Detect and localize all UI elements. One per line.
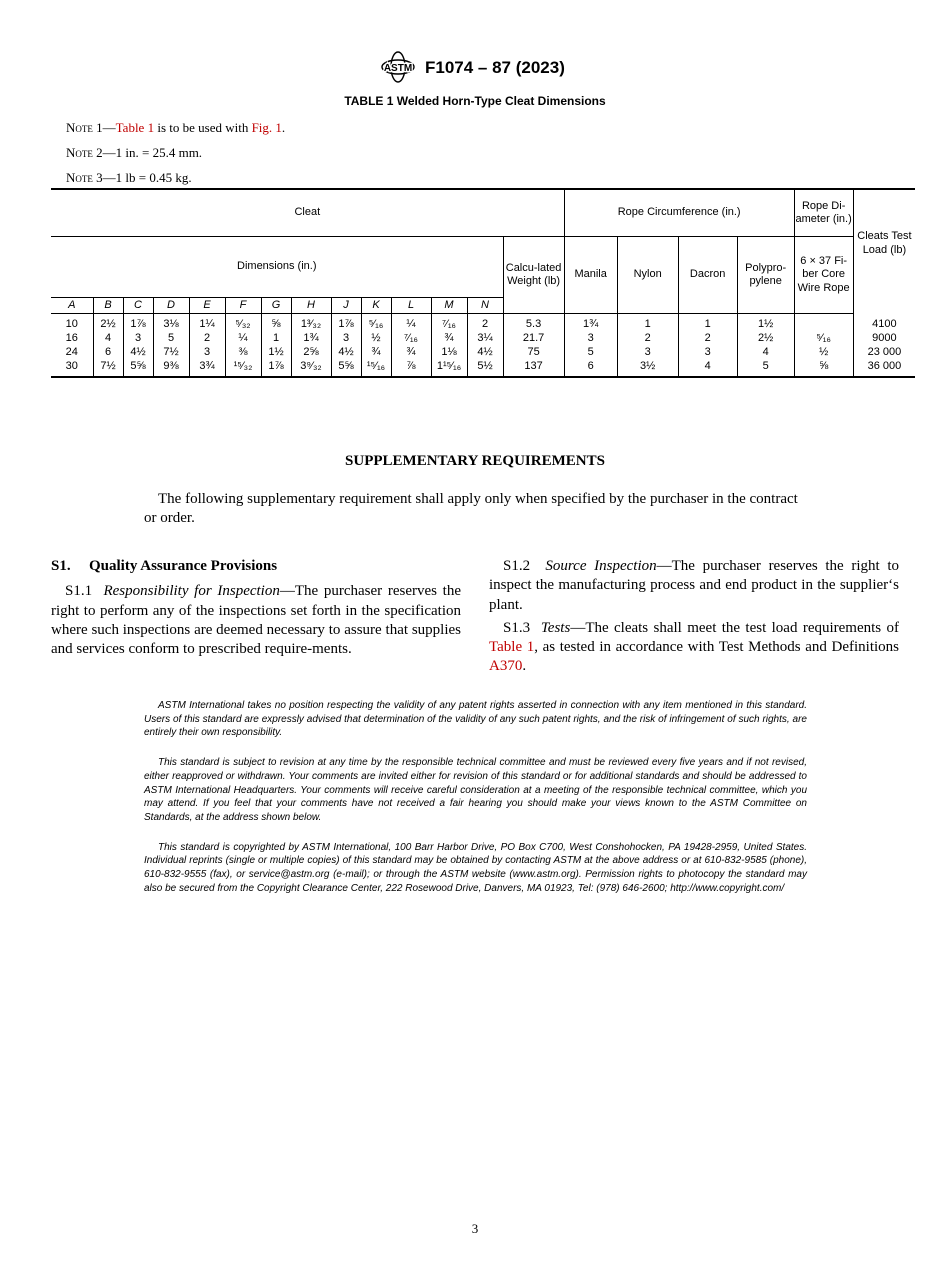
svg-text:ASTM: ASTM — [383, 63, 413, 74]
page-number: 3 — [471, 1221, 479, 1236]
table-row — [51, 345, 915, 359]
table-cell: 5 — [153, 331, 189, 345]
table-cell: 4 — [93, 331, 123, 345]
col-header-f: F — [225, 298, 261, 314]
standard-designation: F1074 – 87 (2023) — [425, 58, 565, 77]
table-cell: 5 — [737, 359, 794, 377]
paragraph-s1-2: S1.2 Source Inspection—The purchaser reserves the right to inspect the manufacturing process and end product in the supplier‘s plant. — [489, 558, 899, 613]
table-cell: ⅝ — [261, 314, 291, 332]
table-cell: ⁵⁄₁₆ — [794, 331, 853, 345]
col-header-c: C — [123, 298, 153, 314]
col-header-m: M — [431, 298, 467, 314]
table-cell: ½ — [361, 331, 391, 345]
table-cell: 3 — [189, 345, 225, 359]
table-cell: 4½ — [467, 345, 503, 359]
table-cell: 2 — [189, 331, 225, 345]
col-header-h: H — [291, 298, 331, 314]
table-cell: 2 — [678, 331, 737, 345]
dacron-header: Dacron — [678, 237, 737, 314]
table-cell: 4 — [678, 359, 737, 377]
table-cell: ¾ — [391, 345, 431, 359]
table-cell: ⁷⁄₁₆ — [391, 331, 431, 345]
table-cell: ¼ — [225, 331, 261, 345]
table-cell: 1³⁄₃₂ — [291, 314, 331, 332]
note-2: Note 2—1 in. = 25.4 mm. — [66, 145, 203, 160]
table-cell: 6 — [564, 359, 617, 377]
col-header-d: D — [153, 298, 189, 314]
table-cell: 4 — [737, 345, 794, 359]
table-cell: 1⅛ — [431, 345, 467, 359]
table-cell: ¹⁵⁄₁₆ — [361, 359, 391, 377]
table-cell: 5½ — [467, 359, 503, 377]
table-1-link[interactable]: Table 1 — [489, 639, 535, 656]
table-cell: 5.3 — [503, 314, 564, 332]
table-cell: 3⁹⁄₃₂ — [291, 359, 331, 377]
table-cell: 7½ — [153, 345, 189, 359]
note-1: Note 1—Table 1 is to be used with Fig. 1. — [66, 120, 286, 135]
supplementary-requirements-title: SUPPLEMENTARY REQUIREMENTS — [345, 453, 605, 469]
table-cell: 10 — [51, 314, 93, 332]
polypropylene-header: Polypro-pylene — [737, 237, 794, 314]
table-cell: 7½ — [93, 359, 123, 377]
cleat-header: Cleat — [51, 189, 564, 237]
table-row — [51, 331, 915, 345]
supplementary-intro: The following supplementary requirement shall apply only when specified by the purchaser in the contract or order. — [144, 491, 798, 526]
table-cell: 2 — [617, 331, 678, 345]
table-cell: ¾ — [431, 331, 467, 345]
cleats-test-load-header: Cleats Test Load (lb) — [853, 189, 915, 298]
table-cell: 3 — [331, 331, 361, 345]
table-cell: ⅜ — [225, 345, 261, 359]
table-cell: 3 — [678, 345, 737, 359]
table-cell: 1¾ — [564, 314, 617, 332]
table-cell: ⅝ — [794, 359, 853, 377]
dimensions-header: Dimensions (in.) — [51, 237, 503, 298]
col-header-e: E — [189, 298, 225, 314]
table-cell: 3 — [564, 331, 617, 345]
nylon-header: Nylon — [617, 237, 678, 314]
table-cell: ¹⁵⁄₃₂ — [225, 359, 261, 377]
table-cell: 24 — [51, 345, 93, 359]
paragraph-s1-3: S1.3 Tests—The cleats shall meet the test load requirements of Table 1, as tested in accordance with Test Methods and Definitions A370. — [489, 619, 900, 675]
table-cell: 3 — [123, 331, 153, 345]
table-cell: 30 — [51, 359, 93, 377]
col-header-k: K — [361, 298, 391, 314]
col-header-g: G — [261, 298, 291, 314]
table-cell: 4½ — [331, 345, 361, 359]
table-cell: 5⅝ — [331, 359, 361, 377]
table-cell: 1½ — [261, 345, 291, 359]
table-cell: 4100 — [872, 317, 897, 330]
page-header — [0, 50, 950, 86]
col-header-b: B — [93, 298, 123, 314]
calculated-weight-header: Calcu-lated Weight (lb) — [503, 237, 564, 314]
table-cell: 3¼ — [467, 331, 503, 345]
table-cell: 21.7 — [503, 331, 564, 345]
table-cell: ½ — [794, 345, 853, 359]
table-cell: 1⅞ — [261, 359, 291, 377]
paragraph-s1-1: S1.1 Responsibility for Inspection—The purchaser reserves the right to perform any of the inspections set forth in the specification where such inspections are deemed necessary to assure that supplies and services conform to prescribed require-ments. — [51, 583, 461, 658]
table-cell: 16 — [51, 331, 93, 345]
table-cell: 23 000 — [867, 346, 902, 358]
table-cell: 9⅜ — [153, 359, 189, 377]
table-cell: 5⅝ — [123, 359, 153, 377]
table-cell: 1¹⁵⁄₁₆ — [431, 359, 467, 377]
table-cell: 3 — [617, 345, 678, 359]
table-cell: 6 — [93, 345, 123, 359]
table-cell: 1 — [261, 331, 291, 345]
table-cell: 36 000 — [853, 359, 915, 377]
table-cell: 3¾ — [189, 359, 225, 377]
revision-disclaimer: This standard is subject to revision at any time by the responsible technical committee and must be reviewed every five years and if not revised, either reapproved or withdrawn. Your comments are invited either for revision of this standard or for additional standards and should be addressed to ASTM International Headquarters. Your comments will receive careful consideration at a meeting of the responsible technical committee, which you may attend. If you feel that your comments have not received a fair hearing you should make your views known to the ASTM Committee on Standards, at the address shown below. — [144, 757, 807, 823]
table-cell: 9000 — [872, 332, 897, 344]
note-3: Note 3—1 lb = 0.45 kg. — [66, 170, 192, 185]
rope-circumference-header: Rope Circumference (in.) — [564, 189, 794, 237]
table-row — [51, 314, 915, 332]
table-cell: 1⅞ — [123, 314, 153, 332]
section-heading: S1. Quality Assurance Provisions — [51, 558, 278, 574]
col-header-l: L — [391, 298, 431, 314]
table-cell: 1¾ — [291, 331, 331, 345]
astm-disclaimers — [144, 699, 807, 911]
table-cell: ¾ — [361, 345, 391, 359]
fig-1-link[interactable]: Fig. 1 — [251, 120, 282, 135]
col-header-n: N — [467, 298, 503, 314]
table-cell: ⁷⁄₁₆ — [431, 314, 467, 332]
table-cell: 4½ — [123, 345, 153, 359]
wire-rope-header: 6 × 37 Fi-ber Core Wire Rope — [794, 237, 853, 314]
table-cell: 3½ — [617, 359, 678, 377]
table-cell: 2½ — [93, 314, 123, 332]
table-cell: ⁵⁄₃₂ — [225, 314, 261, 332]
col-header-a: A — [51, 298, 93, 314]
table-cell: 137 — [503, 359, 564, 377]
table-cell: 2⅝ — [291, 345, 331, 359]
table-cell: 2 — [467, 314, 503, 332]
table-cell: 1 — [678, 314, 737, 332]
table-cell: ¼ — [391, 314, 431, 332]
table-cell: 1¼ — [189, 314, 225, 332]
col-header-j: J — [331, 298, 361, 314]
table-row — [51, 359, 915, 377]
table-title: TABLE 1 Welded Horn-Type Cleat Dimensions — [344, 94, 606, 108]
table-cell — [794, 314, 853, 332]
table-cell: 3⅛ — [153, 314, 189, 332]
cleat-dimensions-table — [51, 188, 915, 378]
table-cell: 1⅞ — [331, 314, 361, 332]
a370-link[interactable]: A370 — [489, 658, 523, 675]
table-cell: ⁵⁄₁₆ — [361, 314, 391, 332]
copyright-notice: This standard is copyrighted by ASTM International, 100 Barr Harbor Drive, PO Box C700, West Conshohocken, PA 19428-2959, United States. Individual reprints (single or multiple copies) of this standard may be obtained by contacting ASTM at the above address or at 610-832-9585 (phone), 610-832-9555 (fax), or service@astm.org (e-mail); or through the ASTM website (www.astm.org). Permission rights to photocopy the standard may also be secured from the Copyright Clearance Center, 222 Rosewood Drive, Danvers, MA 01923, Tel: (978) 646-2600; http://www.copyright.com/ — [144, 841, 807, 894]
table-cell: 75 — [503, 345, 564, 359]
table-1-link[interactable]: Table 1 — [115, 120, 155, 135]
table-cell: 1 — [617, 314, 678, 332]
table-cell: 1½ — [737, 314, 794, 332]
right-column — [489, 557, 899, 681]
table-cell: 2½ — [737, 331, 794, 345]
left-column — [51, 557, 461, 663]
rope-diameter-header: Rope Di-ameter (in.) — [794, 189, 853, 237]
patent-disclaimer: ASTM International takes no position respecting the validity of any patent rights asserted in connection with any item mentioned in this standard. Users of this standard are expressly advised that determination of the validity of any such patent rights, and the risk of infringement of such rights, are entirely their own responsibility. — [144, 700, 807, 739]
astm-logo-icon — [380, 51, 416, 83]
table-cell: 5 — [564, 345, 617, 359]
table-cell: ⅞ — [391, 359, 431, 377]
manila-header: Manila — [564, 237, 617, 314]
